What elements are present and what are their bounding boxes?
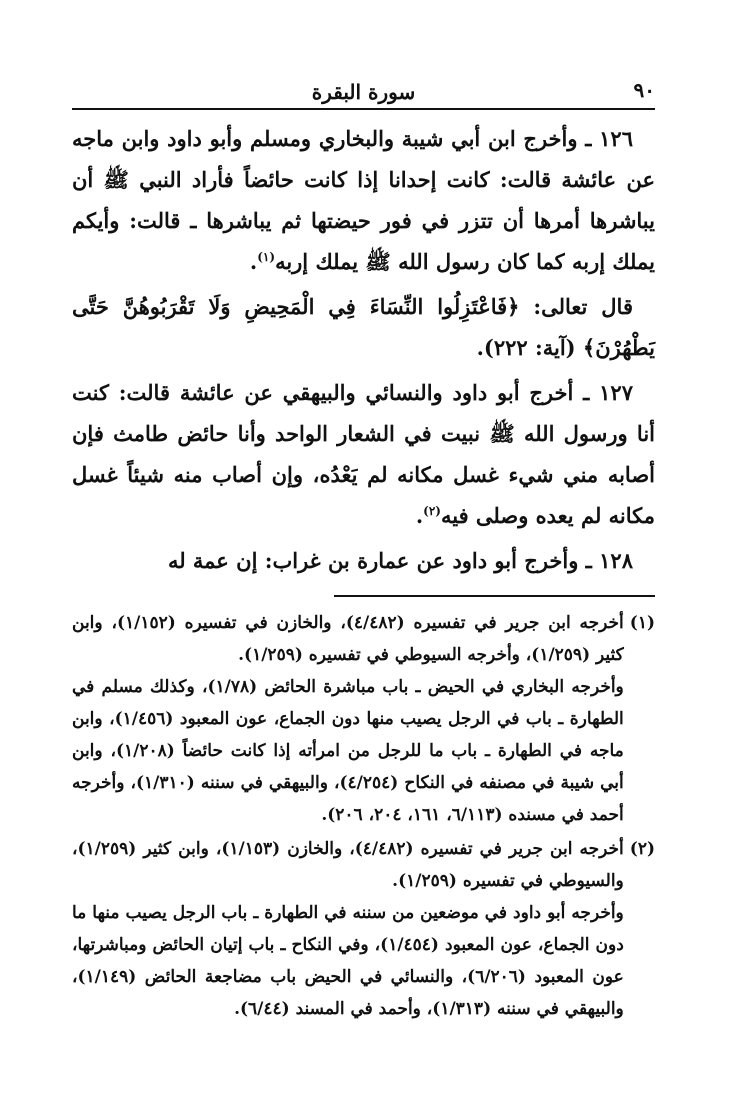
footnote-ref-1: (١) bbox=[257, 250, 276, 264]
footnote-ref-2: (٢) bbox=[423, 504, 441, 518]
hadith-128 bbox=[72, 540, 655, 581]
footnote-separator bbox=[334, 595, 655, 597]
footnote-number: (٢) bbox=[629, 839, 655, 859]
verse-ayah-number: (آية: ٢٢٢). bbox=[476, 335, 583, 360]
hadith-126 bbox=[72, 118, 655, 282]
footnote-paragraph: أخرجه ابن جرير في تفسيره (٤/٤٨٢)، والخازن (١/١٥٣)، وابن كثير (١/٢٥٩)، والسيوطي في تفسيره (١/٢٥٩). bbox=[72, 839, 624, 891]
page-header bbox=[72, 70, 655, 110]
footnote-1 bbox=[72, 607, 655, 831]
footnote-body bbox=[72, 607, 624, 831]
footnote-body bbox=[72, 833, 624, 1025]
main-text bbox=[72, 118, 655, 581]
page-number: ٩٠ bbox=[633, 78, 655, 102]
hadith-127-text: ١٢٧ ـ أخرج أبو داود والنسائي والبيهقي عن عائشة قالت: كنت أنا ورسول الله ﷺ نبيت في الشعار الواحد وأنا حائض طامث فإن أصابه مني شيء غسل مكانه لم يَعْدُه، وإن أصاب منه شيئاً غسل مكانه لم يعده وصلى فيه bbox=[72, 380, 655, 528]
hadith-126-text: ١٢٦ ـ وأخرج ابن أبي شيبة والبخاري ومسلم وأبو داود وابن ماجه عن عائشة قالت: كانت إحدانا إذا كانت حائضاً فأراد النبي ﷺ أن يباشرها أمرها أن تتزر في فور حيضتها ثم يباشرها ـ قالت: وأيكم يملك إربه كما كان رسول الله ﷺ يملك إربه bbox=[72, 126, 655, 274]
footnote-number: (١) bbox=[629, 613, 655, 633]
hadith-126-end: . bbox=[249, 249, 258, 274]
surah-title: سورة البقرة bbox=[311, 80, 416, 104]
quran-verse: ﴿فَاعْتَزِلُوا النِّسَاءَ فِي الْمَحِيضِ وَلَا تَقْرَبُوهُنَّ حَتَّى يَطْهُرْنَ﴾ bbox=[72, 294, 655, 360]
hadith-128-text: ١٢٨ ـ وأخرج أبو داود عن عمارة بن غراب: إن عمة له bbox=[167, 548, 633, 573]
footnote-paragraph: وأخرجه أبو داود في موضعين من سننه في الطهارة ـ باب الرجل يصيب منها ما دون الجماع، عون المعبود (١/٤٥٤)، وفي النكاح ـ باب إتيان الحائض ومباشرتها، عون المعبود (٦/٢٠٦)، والنسائي في الحيض باب مضاجعة الحائض (١/١٤٩)، والبيهقي في سننه (١/٣١٣)، وأحمد في المسند (٦/٤٤). bbox=[72, 903, 624, 1019]
verse-paragraph bbox=[72, 286, 655, 368]
verse-intro: قال تعالى: bbox=[519, 294, 633, 319]
footnotes bbox=[72, 607, 655, 1025]
hadith-127-end: . bbox=[415, 503, 424, 528]
hadith-127 bbox=[72, 372, 655, 536]
footnote-paragraph: أخرجه ابن جرير في تفسيره (٤/٤٨٢)، والخازن في تفسيره (١/١٥٢)، وابن كثير (١/٢٥٩)، وأخرجه السيوطي في تفسيره (١/٢٥٩). bbox=[72, 613, 624, 665]
footnote-2 bbox=[72, 833, 655, 1025]
footnote-paragraph: وأخرجه البخاري في الحيض ـ باب مباشرة الحائض (١/٧٨)، وكذلك مسلم في الطهارة ـ باب في الرجل يصيب منها دون الجماع، عون المعبود (١/٤٥٦)، وابن ماجه في الطهارة ـ باب ما للرجل من امرأته إذا كانت حائضاً (١/٢٠٨)، وابن أبي شيبة في مصنفه في النكاح (٤/٢٥٤)، والبيهقي في سننه (١/٣١٠)، وأخرجه أحمد في مسنده (٦/١١٣، ١٦١، ٢٠٤، ٢٠٦). bbox=[72, 677, 624, 825]
page bbox=[72, 70, 655, 1056]
